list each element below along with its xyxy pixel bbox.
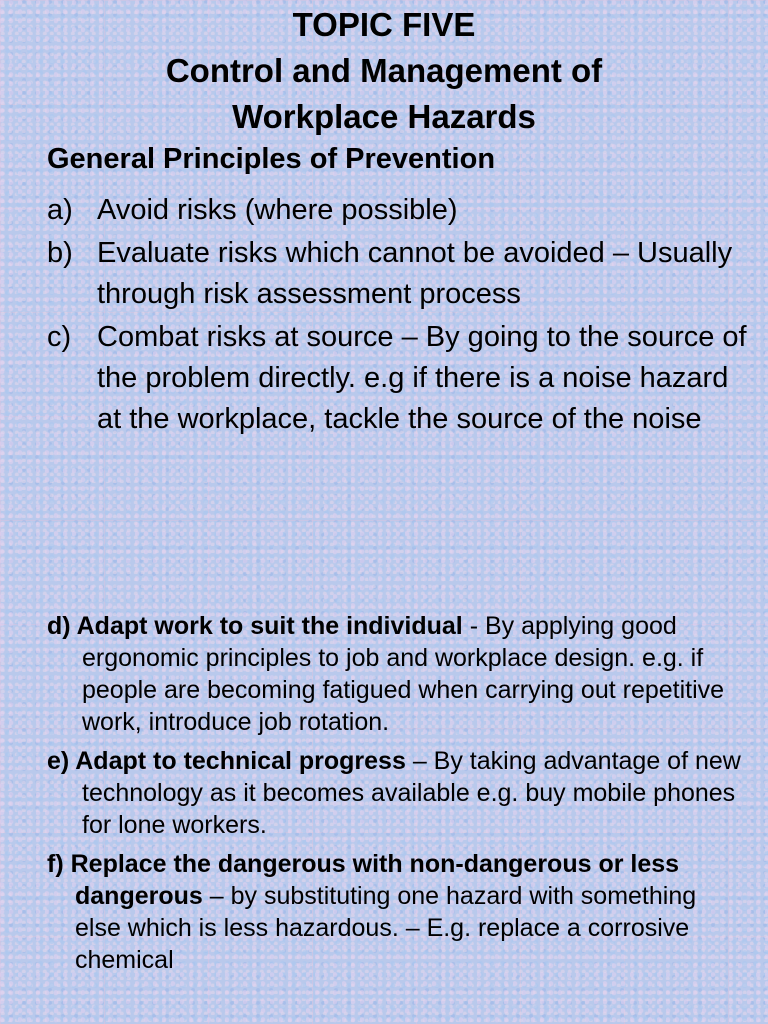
item-text: – By taking advantage of new technology as it becomes available e.g. buy mobile phones for lone workers.	[82, 747, 741, 839]
principle-item-a	[47, 190, 747, 231]
principle-item-e	[47, 745, 747, 841]
item-text: Evaluate risks which cannot be avoided – Usually through risk assessment process	[97, 237, 733, 310]
item-heading: Adapt to technical progress	[75, 747, 406, 775]
item-heading: Replace the dangerous with non-dangerous or less dangerous	[70, 850, 680, 910]
item-marker: e)	[47, 747, 76, 775]
principles-list-minor	[47, 610, 747, 983]
title-line-2: Control and Management of	[165, 52, 603, 89]
item-text: Combat risks at source – By going to the source of the problem directly. e.g if there is a noise hazard at the workplace, tackle the source of the noise	[97, 321, 747, 435]
item-marker: a)	[47, 194, 73, 226]
item-marker: d)	[47, 612, 77, 640]
item-heading: Adapt work to suit the individual	[76, 612, 463, 640]
principle-item-f	[47, 848, 747, 976]
title-line-1: TOPIC FIVE	[292, 6, 476, 43]
principle-item-b	[47, 233, 747, 315]
item-text: – by substituting one hazard with something else which is less hazardous. – E.g. replace a corrosive chemical	[75, 882, 697, 974]
principles-list-major	[47, 190, 747, 442]
item-text: Avoid risks (where possible)	[97, 194, 458, 226]
item-marker: f)	[47, 850, 71, 878]
principle-item-d	[47, 610, 747, 738]
title-line-3: Workplace Hazards	[232, 98, 536, 135]
item-marker: c)	[47, 321, 72, 353]
section-subheading: General Principles of Prevention	[47, 143, 496, 175]
slide-title	[0, 2, 768, 140]
principle-item-c	[47, 317, 747, 440]
item-text: - By applying good ergonomic principles to job and workplace design. e.g. if people are becoming fatigued when carrying out repetitive work, introduce job rotation.	[82, 612, 725, 736]
item-marker: b)	[47, 237, 73, 269]
